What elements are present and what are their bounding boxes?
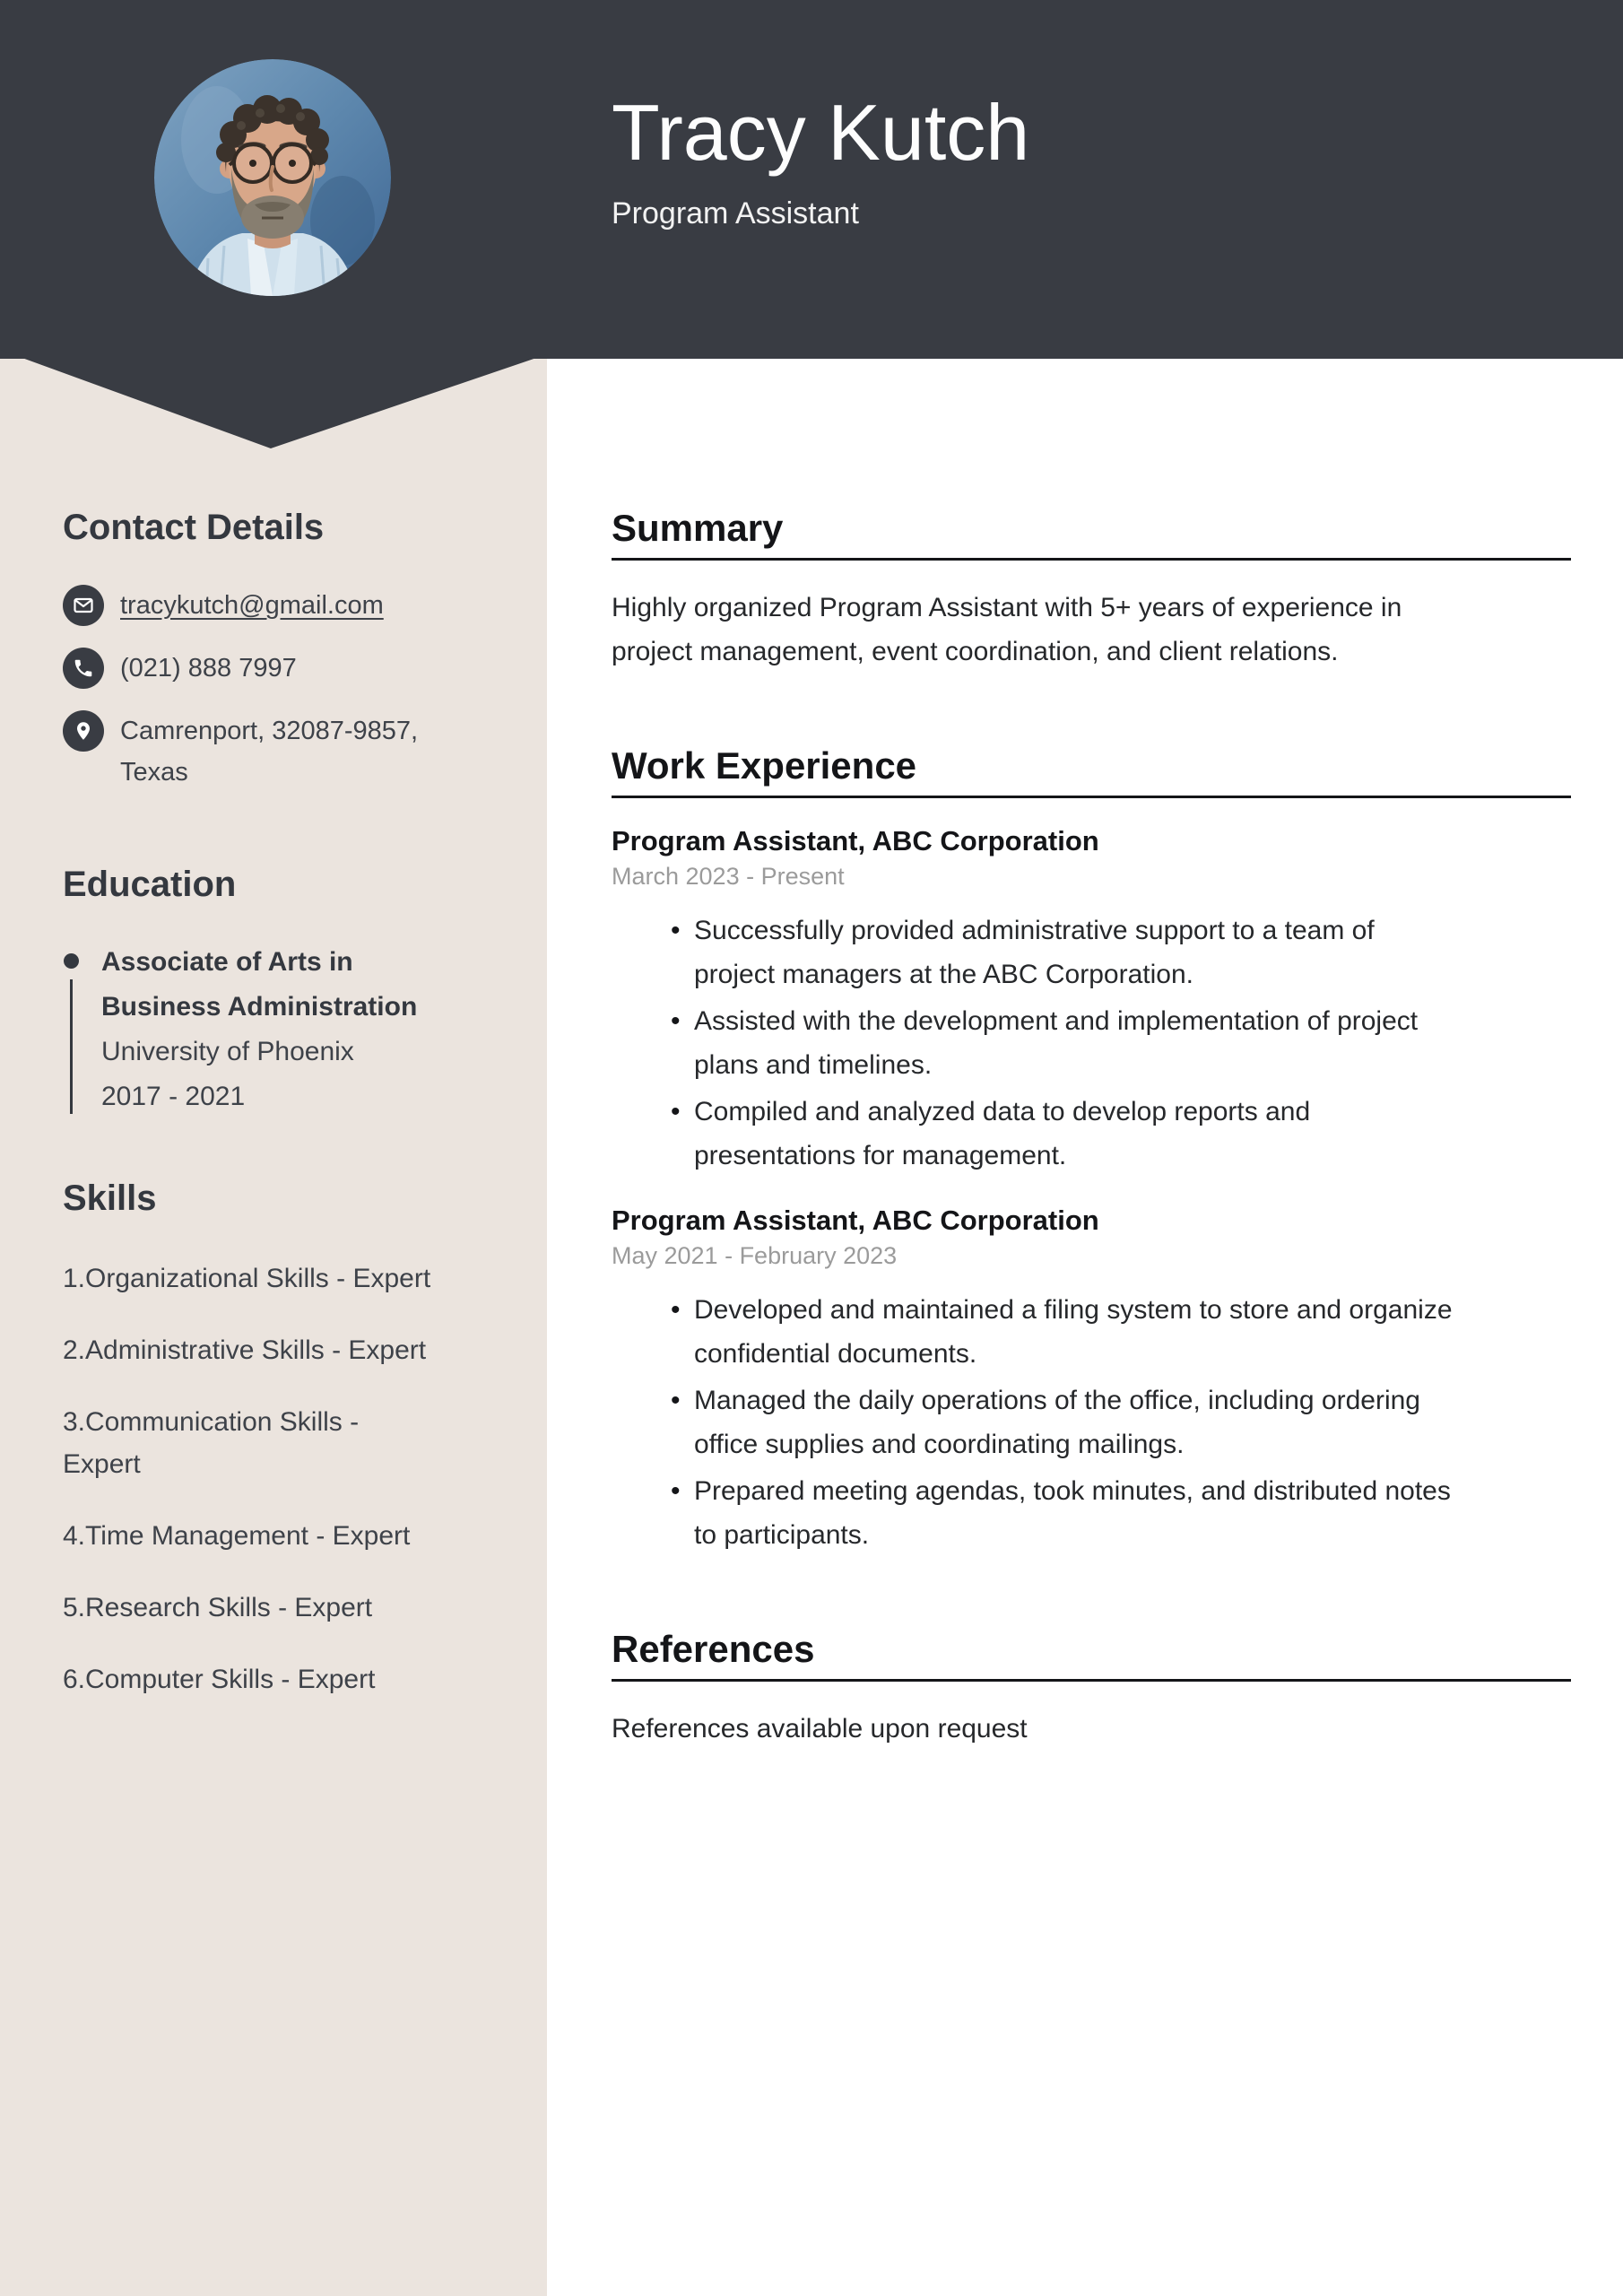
skills-heading: Skills bbox=[63, 1178, 157, 1218]
job-title: Program Assistant, ABC Corporation bbox=[612, 1205, 1099, 1236]
contact-heading: Contact Details bbox=[63, 508, 325, 547]
bullet-item: • Developed and maintained a filing system to store and organize confidential documents. bbox=[671, 1288, 1453, 1376]
job-bullet-list bbox=[612, 909, 1571, 1178]
person-name: Tracy Kutch bbox=[612, 88, 1030, 177]
summary-section bbox=[612, 509, 1571, 674]
skills-section bbox=[63, 1180, 493, 1700]
contact-list bbox=[63, 585, 493, 793]
timeline-line bbox=[70, 979, 73, 1114]
location-text: Camrenport, 32087-9857, Texas bbox=[120, 717, 419, 787]
job-dates: March 2023 - Present bbox=[612, 863, 845, 890]
education-degree: Associate of Arts in Business Administration bbox=[101, 947, 418, 1022]
bullet-item: • Compiled and analyzed data to develop reports and presentations for management. bbox=[671, 1090, 1453, 1178]
job-title: Program Assistant, ABC Corporation bbox=[612, 825, 1099, 857]
skill-item: 5.Research Skills - Expert bbox=[63, 1593, 373, 1622]
bullet-item: • Assisted with the development and implementation of project plans and timelines. bbox=[671, 999, 1453, 1087]
education-school: University of Phoenix bbox=[101, 1037, 354, 1066]
timeline-dot-icon bbox=[64, 953, 79, 969]
skill-item: 1.Organizational Skills - Expert bbox=[63, 1264, 431, 1293]
skill-item: 4.Time Management - Expert bbox=[63, 1521, 411, 1551]
skills-list bbox=[63, 1257, 436, 1700]
summary-text: Highly organized Program Assistant with 5+ years of experience in project management, event coordination, and client relations. bbox=[612, 593, 1402, 666]
summary-heading: Summary bbox=[612, 509, 1571, 561]
contact-item-phone bbox=[63, 648, 493, 689]
education-section bbox=[63, 866, 493, 1119]
email-link[interactable]: tracykutch@gmail.com bbox=[120, 591, 384, 620]
references-text: References available upon request bbox=[612, 1714, 1028, 1744]
contact-item-email bbox=[63, 585, 493, 626]
work-experience-section bbox=[612, 744, 1571, 1557]
profile-photo-illustration bbox=[154, 59, 391, 296]
location-icon bbox=[63, 710, 104, 752]
header bbox=[612, 90, 1029, 231]
contact-item-location bbox=[63, 710, 493, 793]
phone-text: (021) 888 7997 bbox=[120, 654, 297, 683]
references-heading: References bbox=[612, 1631, 1571, 1682]
job-bullet-list bbox=[612, 1288, 1571, 1557]
education-years: 2017 - 2021 bbox=[101, 1082, 246, 1111]
bullet-item: • Managed the daily operations of the office, including ordering office supplies and coordinating mailings. bbox=[671, 1378, 1453, 1466]
contact-section bbox=[63, 509, 493, 793]
work-experience-heading: Work Experience bbox=[612, 747, 1571, 798]
skill-item: 3.Communication Skills - Expert bbox=[63, 1407, 360, 1479]
bullet-item: • Successfully provided administrative support to a team of project managers at the ABC Corporation. bbox=[671, 909, 1453, 996]
skill-item: 2.Administrative Skills - Expert bbox=[63, 1335, 427, 1365]
profile-photo bbox=[154, 59, 391, 296]
job-entry bbox=[612, 825, 1571, 1178]
job-dates: May 2021 - February 2023 bbox=[612, 1242, 898, 1269]
bullet-item: • Prepared meeting agendas, took minutes, and distributed notes to participants. bbox=[671, 1469, 1453, 1557]
references-section bbox=[612, 1628, 1571, 1751]
education-entry bbox=[63, 940, 493, 1119]
job-entry bbox=[612, 1205, 1571, 1557]
phone-icon bbox=[63, 648, 104, 689]
education-heading: Education bbox=[63, 865, 237, 904]
email-icon bbox=[63, 585, 104, 626]
skill-item: 6.Computer Skills - Expert bbox=[63, 1665, 376, 1694]
education-timeline bbox=[63, 940, 101, 1119]
person-title: Program Assistant bbox=[612, 196, 859, 230]
